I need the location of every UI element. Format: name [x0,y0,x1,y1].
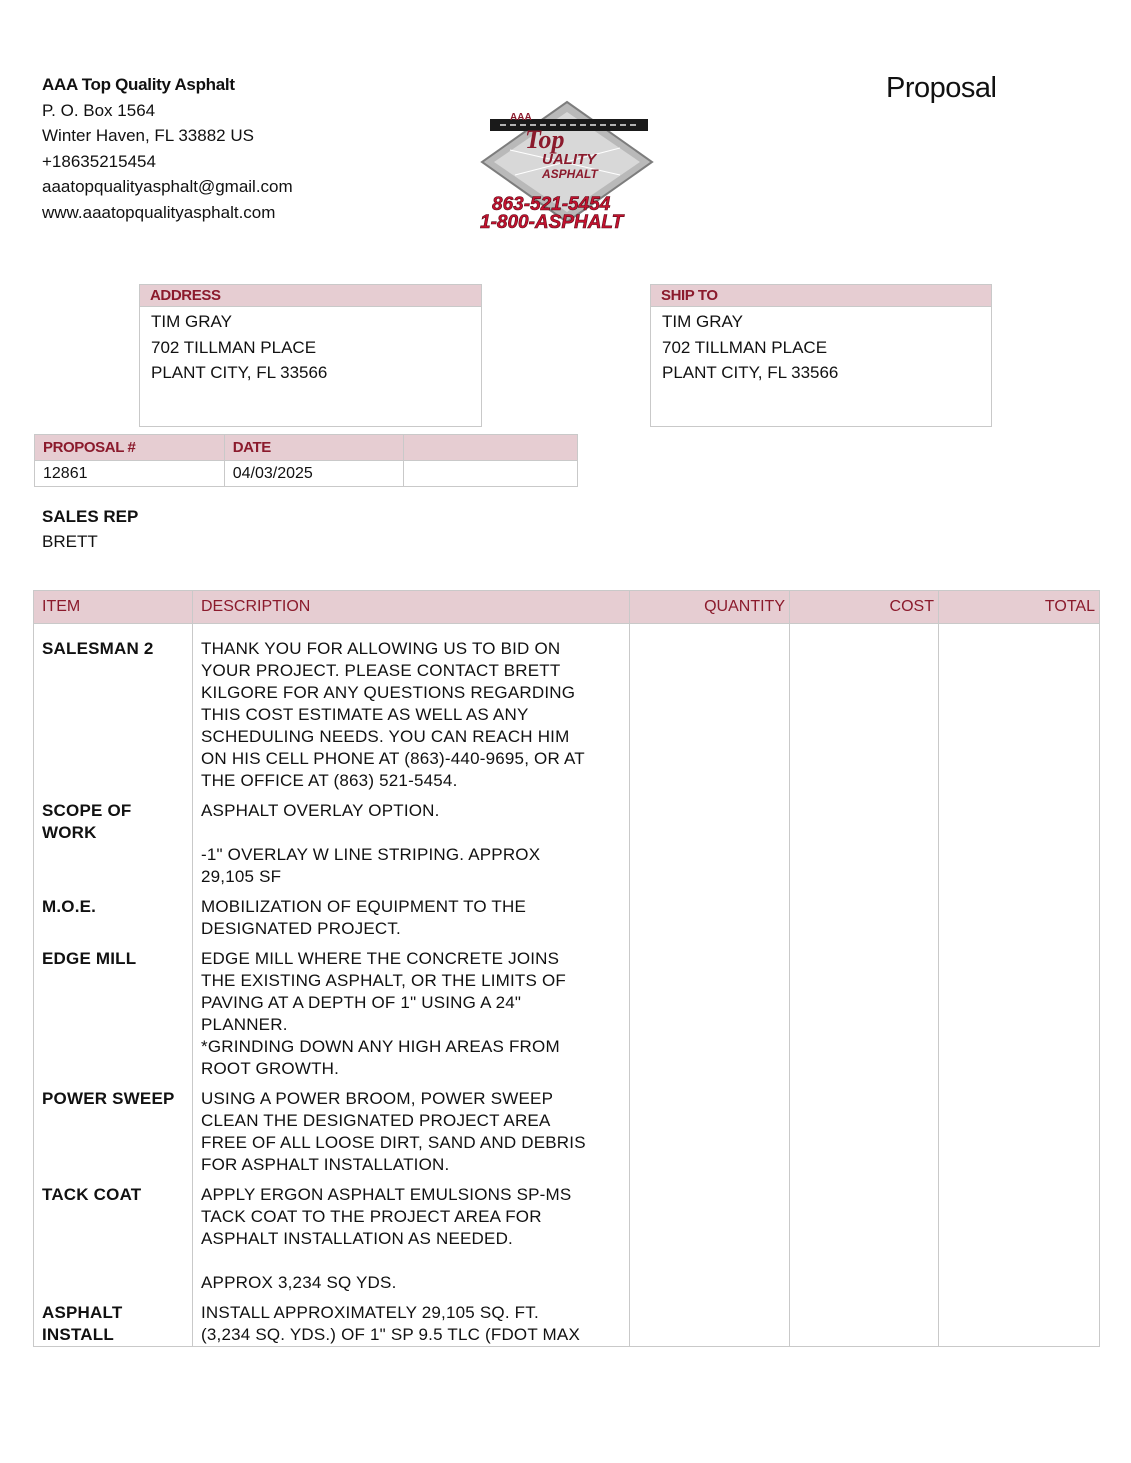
row-description: THANK YOU FOR ALLOWING US TO BID ON YOUR PROJECT. PLEASE CONTACT BRETT KILGORE FOR ANY QUESTIONS REGARDING THIS COST ESTIMATE AS WELL AS ANY SCHEDULING NEEDS. YOU CAN REACH HIM ON HIS CELL PHONE AT (863)-440-9695, OR AT THE OFFICE AT (863) 521-5454. [193,624,630,793]
row-quantity [630,1080,790,1176]
row-description: USING A POWER BROOM, POWER SWEEP CLEAN THE DESIGNATED PROJECT AREA FREE OF ALL LOOSE DIRT, SAND AND DEBRIS FOR ASPHALT INSTALLATION. [193,1080,630,1176]
address-street: 702 TILLMAN PLACE [151,337,317,357]
column-header-cost: COST [790,591,939,624]
document-title: Proposal [886,72,997,104]
address-name: TIM GRAY [151,312,232,331]
row-total [939,624,1100,793]
row-cost [790,1176,939,1294]
company-name: AAA Top Quality Asphalt [42,75,235,94]
ship-to-city: PLANT CITY, FL 33566 [662,363,839,382]
column-header-quantity: QUANTITY [630,591,790,624]
row-description: APPLY ERGON ASPHALT EMULSIONS SP-MS TACK COAT TO THE PROJECT AREA FOR ASPHALT INSTALLATION AS NEEDED. APPROX 3,234 SQ YDS. [193,1176,630,1294]
row-total [939,940,1100,1080]
proposal-number: 12861 [35,461,225,487]
row-item: SALESMAN 2 [34,624,193,793]
meta-empty-header [404,435,578,461]
proposal-date: 04/03/2025 [224,461,404,487]
logo-text-top: Top [525,125,565,154]
column-header-item: ITEM [34,591,193,624]
row-quantity [630,940,790,1080]
row-total [939,792,1100,888]
ship-to-street: 702 TILLMAN PLACE [662,337,828,357]
company-website: www.aaatopqualityasphalt.com [42,202,276,222]
logo-text-aaa: AAA [510,112,532,123]
row-total [939,1080,1100,1176]
logo-graphic [470,100,665,240]
company-city: Winter Haven, FL 33882 US [42,126,254,145]
table-row [34,624,1100,793]
row-description: ASPHALT OVERLAY OPTION. -1" OVERLAY W LINE STRIPING. APPROX 29,105 SF [193,792,630,888]
logo-phone-2: 1-800-ASPHALT [480,212,624,233]
row-cost [790,1294,939,1347]
row-quantity [630,624,790,793]
row-description: INSTALL APPROXIMATELY 29,105 SQ. FT. (3,234 SQ. YDS.) OF 1" SP 9.5 TLC (FDOT MAX [193,1294,630,1347]
row-item: EDGE MILL [34,940,193,1080]
table-row [34,1294,1100,1347]
company-email: aaatopqualityasphalt@gmail.com [42,177,293,196]
proposal-meta-table [34,434,578,487]
table-row [34,940,1100,1080]
row-description: EDGE MILL WHERE THE CONCRETE JOINS THE EXISTING ASPHALT, OR THE LIMITS OF PAVING AT A DEPTH OF 1" USING A 24" PLANNER. *GRINDING DOWN ANY HIGH AREAS FROM ROOT GROWTH. [193,940,630,1080]
ship-to-body [651,307,991,388]
ship-to-name: TIM GRAY [662,312,743,331]
logo-text-asphalt: ASPHALT [542,167,598,181]
table-row [34,1080,1100,1176]
row-cost [790,940,939,1080]
row-cost [790,624,939,793]
logo-phone-1: 863-521-5454 [492,194,611,215]
address-label: ADDRESS [140,285,481,307]
table-row [34,792,1100,888]
row-cost [790,888,939,940]
row-quantity [630,888,790,940]
company-phone: +18635215454 [42,151,156,171]
sales-rep [42,504,138,554]
row-item: SCOPE OF WORK [34,792,193,888]
address-city: PLANT CITY, FL 33566 [151,363,328,382]
row-description: MOBILIZATION OF EQUIPMENT TO THE DESIGNATED PROJECT. [193,888,630,940]
ship-to-label: SHIP TO [651,285,991,307]
row-item: TACK COAT [34,1176,193,1294]
row-cost [790,792,939,888]
row-item: M.O.E. [34,888,193,940]
table-row [34,1176,1100,1294]
row-quantity [630,1294,790,1347]
table-row [34,888,1100,940]
line-items-table [33,590,1100,1347]
row-quantity [630,1176,790,1294]
row-total [939,1294,1100,1347]
address-box [139,284,482,427]
logo-text-quality: UALITY [542,151,597,168]
row-item: ASPHALT INSTALL [34,1294,193,1347]
column-header-description: DESCRIPTION [193,591,630,624]
column-header-total: TOTAL [939,591,1100,624]
row-total [939,888,1100,940]
meta-empty-cell [404,461,578,487]
row-item: POWER SWEEP [34,1080,193,1176]
proposal-number-label: PROPOSAL # [35,435,225,461]
row-total [939,1176,1100,1294]
company-info [42,72,293,225]
row-quantity [630,792,790,888]
ship-to-box [650,284,992,427]
company-po-box: P. O. Box 1564 [42,100,156,120]
date-label: DATE [224,435,404,461]
sales-rep-value: BRETT [42,532,98,551]
company-logo [470,100,665,240]
address-body [140,307,481,388]
sales-rep-label: SALES REP [42,507,139,526]
row-cost [790,1080,939,1176]
